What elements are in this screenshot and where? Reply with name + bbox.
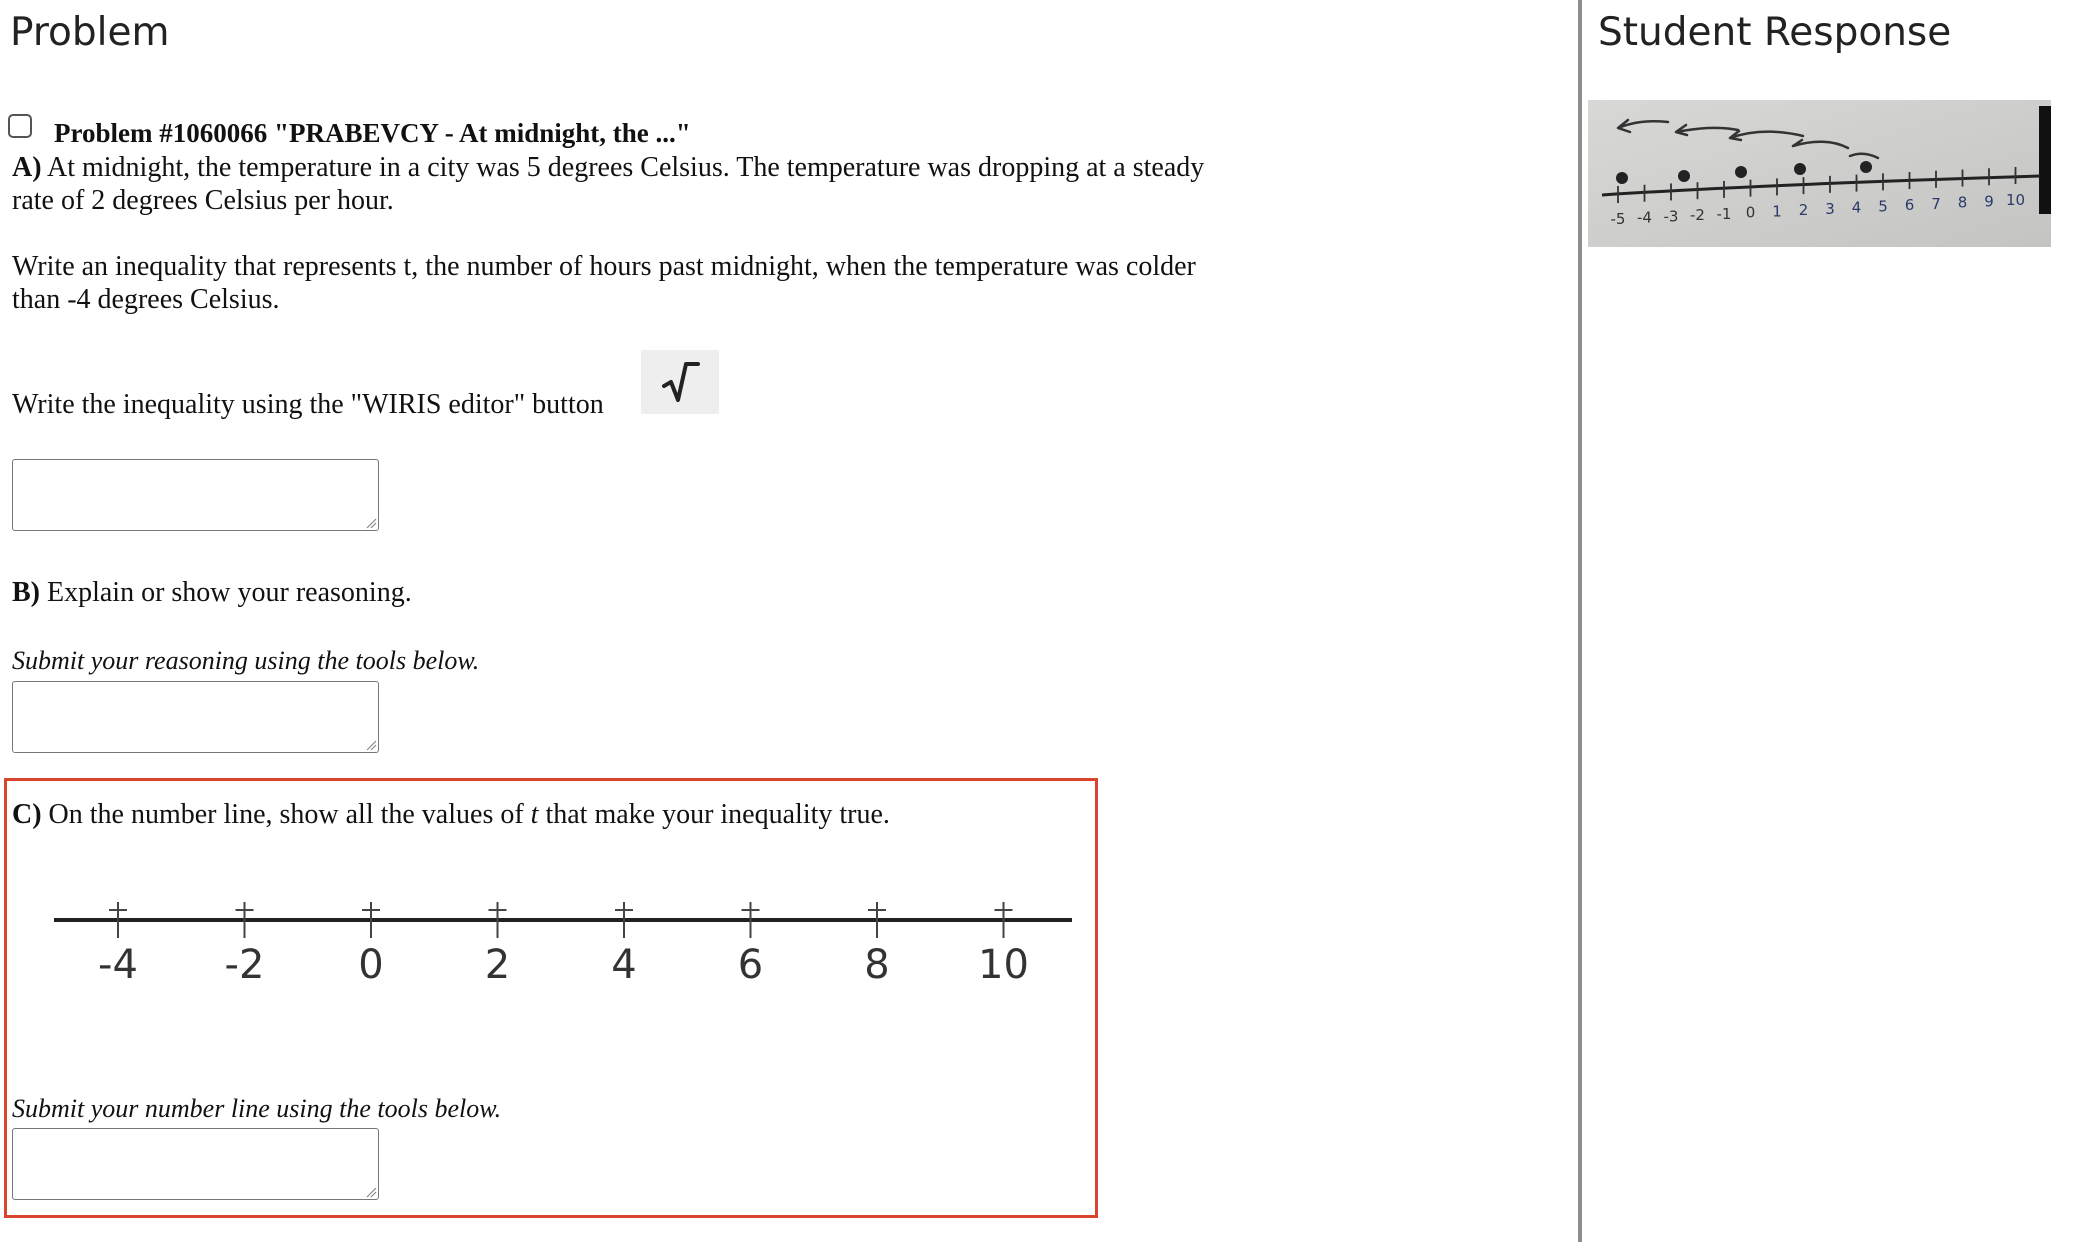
- number-line-tick-label: 10: [978, 942, 1029, 988]
- handwritten-tick-label: 5: [1878, 197, 1888, 216]
- handwritten-tick-label: 0: [1745, 203, 1756, 222]
- number-line-tick-label: -2: [224, 942, 265, 988]
- number-line-tick-label: 6: [737, 942, 764, 988]
- part-b-answer-box[interactable]: [12, 681, 379, 753]
- handwritten-tick-label: -5: [1610, 210, 1626, 228]
- number-line-tick-label: -4: [98, 942, 138, 988]
- part-b-submit-note-text: Submit your reasoning using the tools below.: [12, 646, 480, 675]
- part-a-text-2: rate of 2 degrees Celsius per hour.: [12, 185, 394, 216]
- handwritten-tick-label: 6: [1904, 196, 1915, 215]
- handwritten-tick-label: 3: [1825, 199, 1835, 218]
- response-heading: Student Response: [1598, 10, 1952, 55]
- number-line-tick-label: 4: [611, 942, 637, 988]
- part-a-question: [12, 151, 1292, 217]
- part-c-text-before: On the number line, show all the values of: [41, 799, 531, 830]
- number-line-tick-label: 8: [864, 942, 890, 988]
- part-a-instruction-2: than -4 degrees Celsius.: [12, 284, 280, 315]
- resize-grip-icon: [365, 517, 377, 529]
- number-line: [50, 890, 1080, 1000]
- part-a-instruction: [12, 250, 1292, 316]
- resize-grip-icon: [365, 739, 377, 751]
- part-c-submit-note-text: Submit your number line using the tools below.: [12, 1094, 502, 1123]
- student-response-image: [1588, 100, 2051, 247]
- part-a-text-1: At midnight, the temperature in a city was 5 degrees Celsius. The temperature was dropping at a steady: [41, 152, 1205, 183]
- handwritten-tick-label: 9: [1984, 192, 1994, 211]
- wiris-prompt: Write the inequality using the "WIRIS editor" button: [12, 389, 604, 420]
- handwritten-tick-label: -4: [1637, 208, 1652, 227]
- handwritten-tick-label: -3: [1663, 207, 1679, 226]
- part-c-submit-note: [12, 1092, 501, 1125]
- handwritten-tick-label: 1: [1772, 202, 1782, 221]
- number-line-tick-label: 0: [358, 942, 384, 988]
- part-b-question: [12, 576, 412, 609]
- part-c-question: [12, 798, 890, 831]
- part-a-instruction-1: Write an inequality that represents t, the number of hours past midnight, when the temperature was colder: [12, 251, 1196, 282]
- part-b-submit-note: [12, 644, 479, 677]
- handwritten-tick-label: 2: [1798, 201, 1809, 220]
- handwritten-tick-label: -1: [1716, 204, 1732, 223]
- part-c-variable: t: [530, 799, 539, 830]
- handwritten-tick-label: -2: [1690, 206, 1705, 225]
- handwritten-tick-label: 8: [1957, 193, 1968, 212]
- part-a-label: A): [12, 152, 42, 183]
- handwritten-tick-label: 4: [1851, 198, 1862, 217]
- problem-select-checkbox[interactable]: [8, 114, 32, 138]
- handwritten-tick-label: 7: [1931, 194, 1941, 213]
- number-line-tick-label: 2: [484, 942, 511, 988]
- handwritten-tick-label: 10: [2005, 191, 2026, 209]
- part-c-answer-box[interactable]: [12, 1128, 379, 1200]
- wiris-editor-button[interactable]: [641, 350, 719, 414]
- resize-grip-icon: [365, 1186, 377, 1198]
- part-c-text-after: that make your inequality true.: [538, 799, 890, 830]
- part-a-answer-box[interactable]: [12, 459, 379, 531]
- problem-heading: Problem: [10, 10, 170, 55]
- problem-title-text: Problem #1060066 "PRABEVCY - At midnight, the ...": [54, 118, 691, 148]
- part-b-text: Explain or show your reasoning.: [40, 577, 412, 608]
- part-b-label: B): [12, 577, 40, 608]
- part-c-label: C): [12, 799, 42, 830]
- problem-title: [54, 117, 691, 150]
- square-root-icon: [660, 360, 700, 404]
